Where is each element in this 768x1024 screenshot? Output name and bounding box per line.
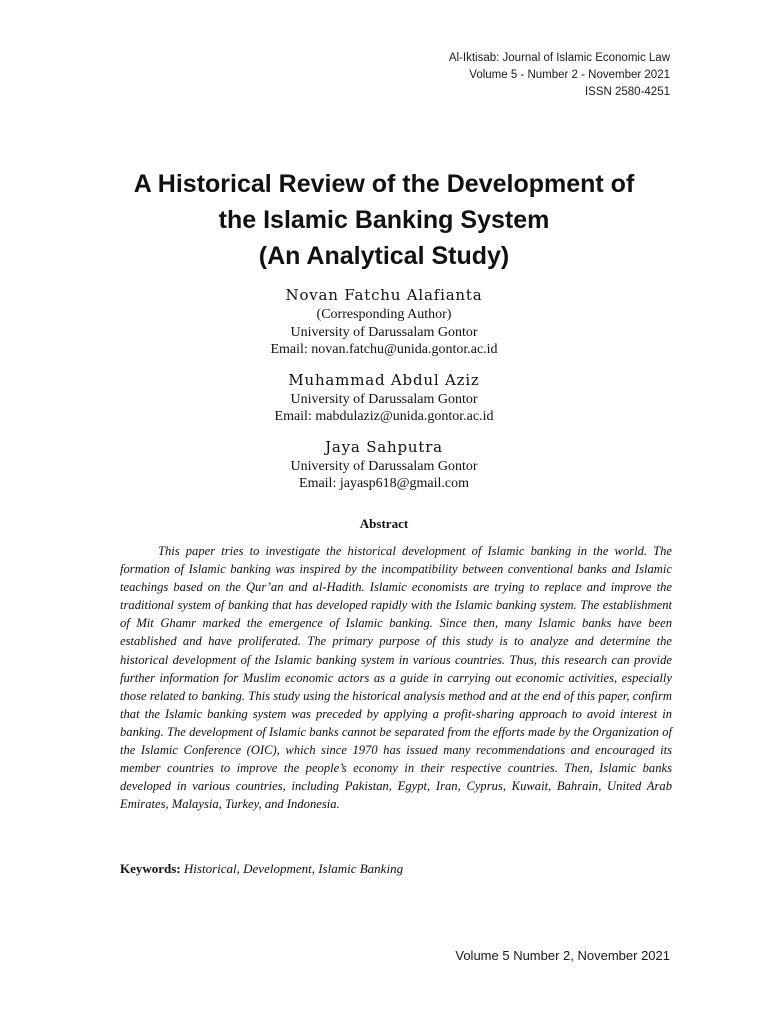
author-email: Email: mabdulaziz@unida.gontor.ac.id bbox=[274, 409, 494, 424]
author-affiliation: University of Darussalam Gontor bbox=[290, 458, 478, 474]
author-name: Novan Fatchu Alafianta bbox=[285, 286, 483, 304]
journal-issn: ISSN 2580-4251 bbox=[584, 86, 670, 98]
author-name: Jaya Sahputra bbox=[325, 437, 443, 456]
author-block bbox=[0, 436, 768, 493]
author-block bbox=[0, 369, 768, 426]
keywords-label: Keywords: bbox=[120, 861, 184, 876]
paper-title bbox=[0, 166, 768, 274]
author-list bbox=[0, 284, 768, 503]
journal-name: Al-Iktisab: Journal of Islamic Economic Law bbox=[448, 52, 670, 64]
keywords-values: Historical, Development, Islamic Banking bbox=[183, 861, 404, 876]
abstract-body: This paper tries to investigate the historical development of Islamic banking in the world. The formation of Islamic banking was inspired by the incompatibility between conventional banks and Islamic teachings based on the Qur’an and al-Hadith. Islamic economists are trying to replace and improve the traditional system of banking that has developed rapidly with the Islamic banking system. The establishment of Mit Ghamr marked the emergence of Islamic banking. Since then, many Islamic banks have been established and have proliferated. The primary purpose of this study is to analyze and determine the historical development of the Islamic banking system in various countries. Thus, this research can provide further information for Muslim economic actors as a guide in carrying out economic activities, especially those related to banking. This study using the historical analysis method and at the end of this paper, confirm that the Islamic banking system was preceded by applying a profit-sharing approach to avoid interest in banking. The development of Islamic banks cannot be separated from the efforts made by the Organization of the Islamic Conference (OIC), which since 1970 has issued many recommendations and encouraged its member countries to improve the people’s economy in their respective countries. Then, Islamic banks developed in various countries, including Pakistan, Egypt, Iran, Cyprus, Kuwait, Bahrain, United Arab Emirates, Malaysia, Turkey, and Indonesia. bbox=[120, 544, 672, 812]
journal-header bbox=[449, 50, 670, 101]
title-line-1: A Historical Review of the Development of bbox=[133, 170, 635, 198]
journal-volume: Volume 5 - Number 2 - November 2021 bbox=[469, 69, 670, 81]
author-affiliation: University of Darussalam Gontor bbox=[290, 324, 478, 340]
author-email: Email: jayasp618@gmail.com bbox=[299, 476, 469, 491]
page-footer: Volume 5 Number 2, November 2021 bbox=[455, 948, 670, 963]
author-block bbox=[0, 284, 768, 359]
title-line-3: (An Analytical Study) bbox=[258, 242, 510, 270]
abstract-heading: Abstract bbox=[359, 516, 409, 531]
author-email: Email: novan.fatchu@unida.gontor.ac.id bbox=[270, 342, 498, 357]
title-line-2: the Islamic Banking System bbox=[218, 206, 550, 234]
author-name: Muhammad Abdul Aziz bbox=[288, 370, 480, 389]
author-role: (Corresponding Author) bbox=[316, 307, 452, 322]
author-affiliation: University of Darussalam Gontor bbox=[290, 391, 478, 407]
keywords bbox=[120, 861, 403, 877]
